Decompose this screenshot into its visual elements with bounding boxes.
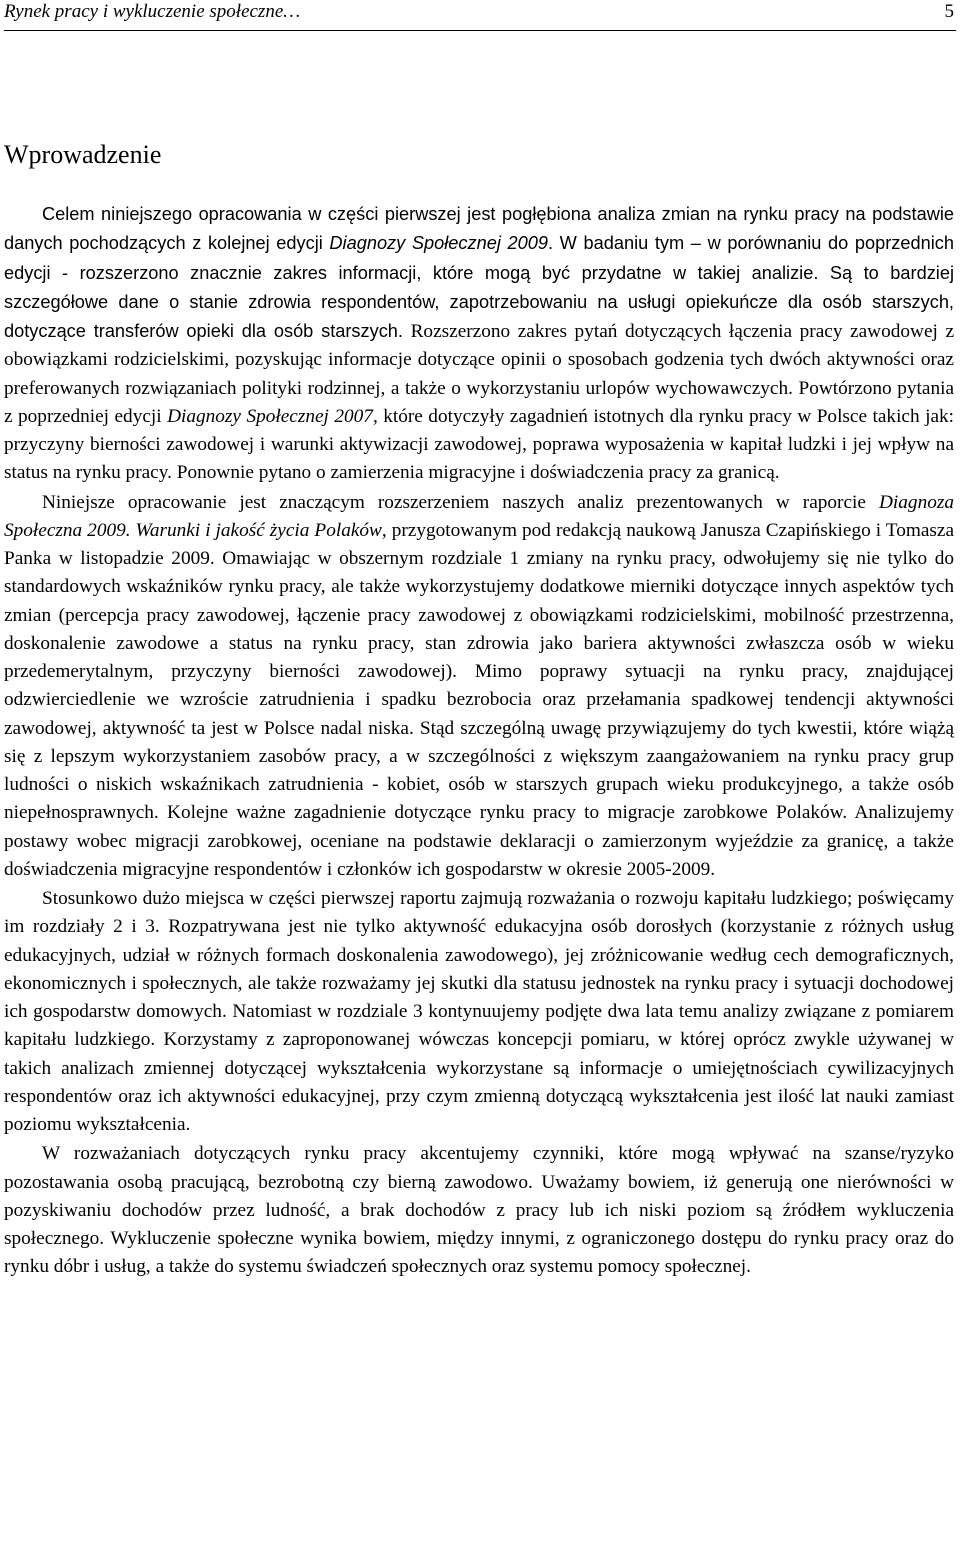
body-text [4,200,954,1282]
paragraph-1 [4,200,954,488]
page-number: 5 [944,1,954,22]
text-run: , które dotyczyły zagadnień istotnych dla rynku pracy w Polsce takich jak: przyczyny bierności zawodowej i warunki aktywizacji zawodowej, poprawa wyposażenia w kapitał ludzki i jej wpływ na status na rynku pracy. Ponownie pytano o zamierzenia migracyjne i doświadczenia pracy za granicą. [4,405,955,484]
text-run: , przygotowanym pod redakcją naukową Janusza Czapińskiego i Tomasza Panka w listopadzie 2009. Omawiając w obszernym rozdziale 1 zmiany na rynku pracy, odwołujemy się nie tylko do standardowych wskaźników rynku pracy, ale także wykorzystujemy dodatkowe mierniki dotyczące innych aspektów tych zmian (percepcja pracy zawodowej, łączenie pracy zawodowej z obowiązkami rodzicielskimi, mobilność przestrzenna, doskonalenie zawodowe a status na rynku pracy, stan zdrowia jako bariera aktywności zwłaszcza osób w wieku przedemerytalnym, przyczyny bierności zawodowej). Mimo poprawy sytuacji na rynku pracy, znajdującej odzwierciedlenie we wzroście zatrudnienia i spadku bezrobocia oraz przełamania spadkowej tendencji aktywności zawodowej, aktywność ta jest w Polsce nadal niska. Stąd szczególną uwagę przywiązujemy do tych kwestii, które wiążą się z lepszym wykorzystaniem zasobów pracy, a w szczególności z większym zaangażowaniem na rynku pracy grup ludności o niskich wskaźnikach zatrudnienia - kobiet, osób w starszych grupach wieku produkcyjnego, a także osób niepełnosprawnych. Kolejne ważne zagadnienie dotyczące rynku pracy to migracje zarobkowe Polaków. Analizujemy postawy wobec migracji zarobkowej, oceniane na podstawie deklaracji o zamierzonym wyjeździe za granicę, a także doświadczenia migracyjne respondentów i członków ich gospodarstw w okresie 2005-2009. [4,519,955,880]
text-run: Rozszerzono zakres pytań dotyczących łączenia pracy zawodowej z obowiązkami rodzicielskimi, pozyskując informacje dotyczące opinii o sposobach godzenia tych dwóch aktywności oraz preferowanych rozwiązaniach polityki rodzinnej, a także o wykorzystaniu urlopów wychowawczych. Powtórzono pytania z poprzedniej edycji [4,321,954,427]
paragraph-3 [4,885,954,1139]
text-run: Niniejsze opracowanie jest znaczącym rozszerzeniem naszych analiz prezentowanych w raporcie [42,491,879,513]
text-run: Diagnoza Społeczna 2009. Warunki i jakość życia Polaków [4,491,954,541]
text-run: . W badaniu tym – w porównaniu do poprzednich edycji - rozszerzono znacznie zakres informacji, które mogą być przydatne w takiej analizie. Są to bardziej szczegółowe dane o stanie zdrowia respondentów, zapotrzebowaniu na usługi opiekuńcze dla osób starszych, dotyczące transferów opieki dla osób starszych. [4,233,954,341]
text-run: Stosunkowo dużo miejsca w części pierwszej raportu zajmują rozważania o rozwoju kapitału ludzkiego; poświęcamy im rozdziały 2 i 3. Rozpatrywana jest nie tylko aktywność edukacyjna osób dorosłych (korzystanie z różnych usług edukacyjnych, udział w różnych formach doskonalenia zawodowego), jej zróżnicowanie według cech demograficznych, ekonomicznych i społecznych, ale także rozważamy jej skutki dla statusu jednostek na rynku pracy i sytuacji dochodowej ich gospodarstw domowych. Natomiast w rozdziale 3 kontynuujemy podjęte dwa lata temu analizy związane z pomiarem kapitału ludzkiego. Korzystamy z zaproponowanej wówczas koncepcji pomiaru, w której oprócz zwykle używanej w takich analizach zmiennej dotyczącej wykształcenia wykorzystane są informacje o umiejętnościach cywilizacyjnych respondentów oraz ich aktywności edukacyjnej, przy czym zmienną dotyczącą wykształcenia jest ilość lat nauki zamiast poziomu wykształcenia. [4,888,954,1135]
running-header [4,0,956,31]
running-title: Rynek pracy i wykluczenie społeczne… [4,1,301,22]
paragraph-2 [4,489,954,885]
text-run: W rozważaniach dotyczących rynku pracy akcentujemy czynniki, które mogą wpływać na szanse/ryzyko pozostawania osobą pracującą, bezrobotną czy bierną zawodowo. Uważamy bowiem, iż generują one nierówności w pozyskiwaniu dochodów przez ludność, a brak dochodów z pracy lub ich niski poziom są źródłem wykluczenia społecznego. Wykluczenie społeczne wynika bowiem, między innymi, z ograniczonego dostępu do rynku pracy oraz do rynku dóbr i usług, a także do systemu świadczeń społecznych oraz systemu pomocy społecznej. [4,1143,954,1278]
text-run: Diagnozy Społecznej 2007 [167,405,373,427]
chapter-title: Wprowadzenie [4,140,162,169]
text-run: Diagnozy Społecznej 2009 [329,233,548,254]
paragraph-4 [4,1140,954,1281]
text-run: Celem niniejszego opracowania w części pierwszej jest pogłębiona analiza zmian na rynku pracy na podstawie danych pochodzących z kolejnej edycji [4,204,954,254]
